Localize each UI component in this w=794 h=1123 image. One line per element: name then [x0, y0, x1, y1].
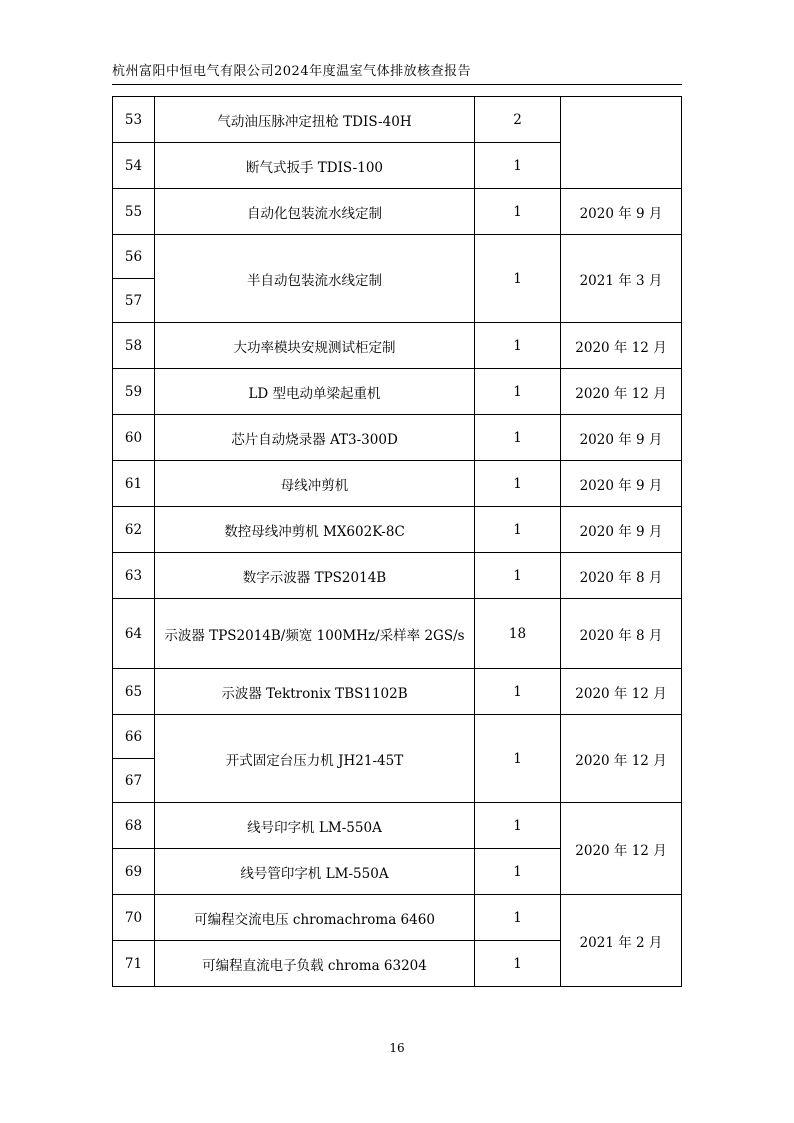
- purchase-date: 2021 年 3 月: [561, 235, 682, 323]
- table-row: [113, 97, 682, 143]
- equipment-quantity: 1: [475, 669, 561, 715]
- purchase-date: [561, 97, 682, 189]
- equipment-name: 自动化包装流水线定制: [155, 189, 475, 235]
- equipment-table: [112, 96, 682, 987]
- purchase-date: 2020 年 12 月: [561, 669, 682, 715]
- table-row: [113, 553, 682, 599]
- page-number: 16: [389, 1041, 405, 1055]
- equipment-name: 芯片自动烧录器 AT3-300D: [155, 415, 475, 461]
- equipment-name: 数字示波器 TPS2014B: [155, 553, 475, 599]
- table-row: [113, 235, 682, 279]
- table-row: [113, 895, 682, 941]
- row-number: 66: [113, 715, 155, 759]
- table-row: [113, 507, 682, 553]
- equipment-quantity: 1: [475, 715, 561, 803]
- equipment-quantity: 1: [475, 323, 561, 369]
- row-number: 59: [113, 369, 155, 415]
- purchase-date: 2020 年 8 月: [561, 553, 682, 599]
- row-number: 63: [113, 553, 155, 599]
- purchase-date: 2020 年 9 月: [561, 189, 682, 235]
- equipment-name: 母线冲剪机: [155, 461, 475, 507]
- equipment-name: 可编程交流电压 chromachroma 6460: [155, 895, 475, 941]
- table-row: [113, 369, 682, 415]
- equipment-name: 开式固定台压力机 JH21-45T: [155, 715, 475, 803]
- row-number: 54: [113, 143, 155, 189]
- purchase-date: 2020 年 8 月: [561, 599, 682, 669]
- table-row: [113, 415, 682, 461]
- table-row: [113, 669, 682, 715]
- equipment-name: LD 型电动单梁起重机: [155, 369, 475, 415]
- equipment-name: 可编程直流电子负载 chroma 63204: [155, 941, 475, 987]
- equipment-quantity: 2: [475, 97, 561, 143]
- equipment-quantity: 1: [475, 461, 561, 507]
- row-number: 56: [113, 235, 155, 279]
- row-number: 65: [113, 669, 155, 715]
- row-number: 68: [113, 803, 155, 849]
- equipment-name: 数控母线冲剪机 MX602K-8C: [155, 507, 475, 553]
- row-number: 53: [113, 97, 155, 143]
- row-number: 70: [113, 895, 155, 941]
- purchase-date: 2020 年 12 月: [561, 803, 682, 895]
- equipment-quantity: 1: [475, 189, 561, 235]
- equipment-name: 线号印字机 LM-550A: [155, 803, 475, 849]
- header-rule: [112, 84, 682, 85]
- table-row: [113, 461, 682, 507]
- table-row: [113, 189, 682, 235]
- row-number: 57: [113, 279, 155, 323]
- table-row: [113, 323, 682, 369]
- row-number: 69: [113, 849, 155, 895]
- equipment-quantity: 1: [475, 369, 561, 415]
- purchase-date: 2020 年 9 月: [561, 415, 682, 461]
- purchase-date: 2020 年 9 月: [561, 461, 682, 507]
- table-row: [113, 599, 682, 669]
- equipment-name: 线号管印字机 LM-550A: [155, 849, 475, 895]
- equipment-quantity: 1: [475, 849, 561, 895]
- purchase-date: 2021 年 2 月: [561, 895, 682, 987]
- equipment-name: 示波器 TPS2014B/频宽 100MHz/采样率 2GS/s: [155, 599, 475, 669]
- equipment-quantity: 1: [475, 143, 561, 189]
- purchase-date: 2020 年 12 月: [561, 715, 682, 803]
- purchase-date: 2020 年 9 月: [561, 507, 682, 553]
- equipment-quantity: 18: [475, 599, 561, 669]
- row-number: 58: [113, 323, 155, 369]
- equipment-quantity: 1: [475, 415, 561, 461]
- row-number: 55: [113, 189, 155, 235]
- row-number: 60: [113, 415, 155, 461]
- table-row: [113, 803, 682, 849]
- equipment-quantity: 1: [475, 235, 561, 323]
- row-number: 64: [113, 599, 155, 669]
- equipment-quantity: 1: [475, 895, 561, 941]
- equipment-quantity: 1: [475, 803, 561, 849]
- purchase-date: 2020 年 12 月: [561, 369, 682, 415]
- equipment-quantity: 1: [475, 941, 561, 987]
- equipment-name: 大功率模块安规测试柜定制: [155, 323, 475, 369]
- equipment-quantity: 1: [475, 507, 561, 553]
- row-number: 67: [113, 759, 155, 803]
- equipment-name: 气动油压脉冲定扭枪 TDIS-40H: [155, 97, 475, 143]
- page-header-title: 杭州富阳中恒电气有限公司2024年度温室气体排放核查报告: [112, 64, 472, 79]
- row-number: 62: [113, 507, 155, 553]
- table-row: [113, 715, 682, 759]
- row-number: 71: [113, 941, 155, 987]
- equipment-quantity: 1: [475, 553, 561, 599]
- equipment-name: 示波器 Tektronix TBS1102B: [155, 669, 475, 715]
- purchase-date: 2020 年 12 月: [561, 323, 682, 369]
- equipment-name: 半自动包装流水线定制: [155, 235, 475, 323]
- row-number: 61: [113, 461, 155, 507]
- equipment-name: 断气式扳手 TDIS-100: [155, 143, 475, 189]
